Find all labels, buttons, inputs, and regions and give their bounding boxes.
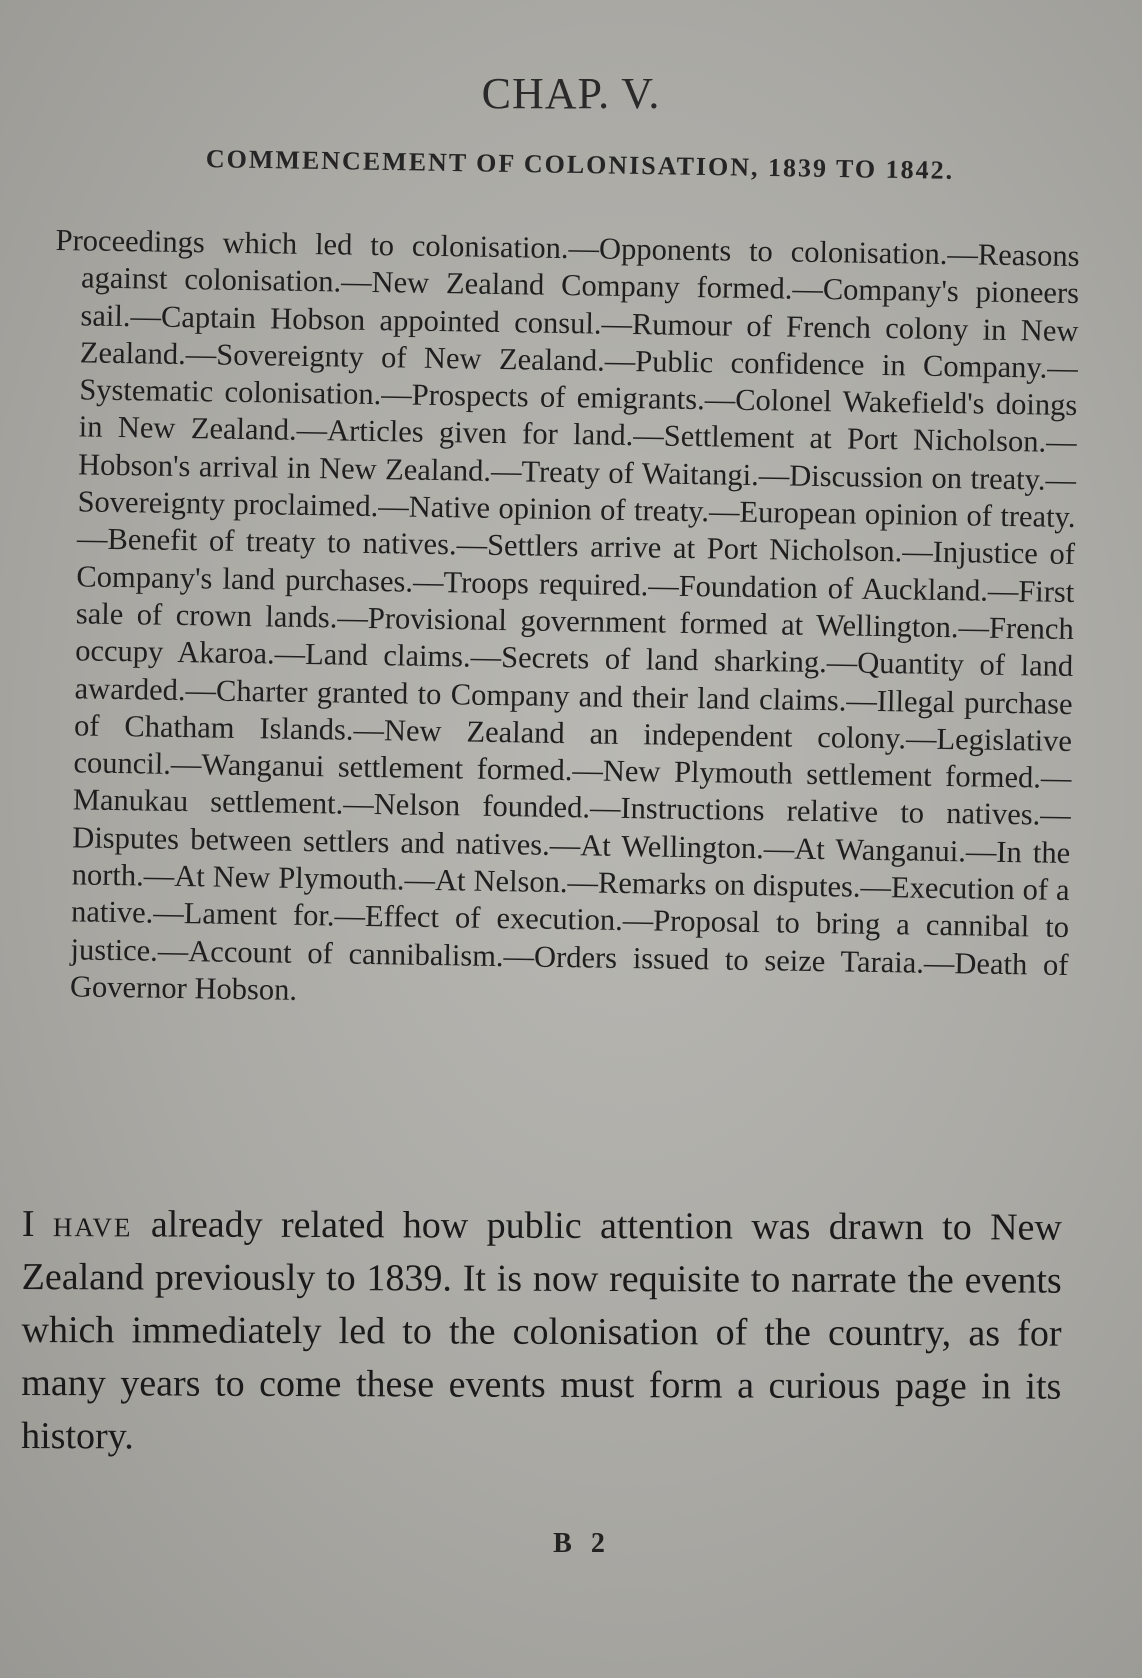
body-paragraph — [21, 1198, 1062, 1467]
chapter-synopsis — [44, 222, 1080, 1021]
opening-word: I — [21, 1203, 35, 1246]
opening-smallcaps: have — [52, 1203, 133, 1246]
synopsis-text: Proceedings which led to colonisation.—Opponents to colonisation.—Reasons against colonisation.—New Zealand Company formed.—Company's pioneers sail.—Captain Hobson appointed consul.—Rumour of French colony in New Zealand.—Sovereignty of New Zealand.—Public confidence in Company.—Systematic colonisation.—Prospects of emigrants.—Colonel Wakefield's doings in New Zealand.—Articles given for land.—Settlement at Port Nicholson.—Hobson's arrival in New Zealand.—Treaty of Waitangi.—Discussion on treaty.—Sovereignty proclaimed.—Native opinion of treaty.—European opinion of treaty.—Benefit of treaty to natives.—Settlers arrive at Port Nicholson.—Injustice of Company's land purchases.—Troops required.—Foundation of Auckland.—First sale of crown lands.—Provisional government formed at Wellington.—French occupy Akaroa.—Land claims.—Secrets of land sharking.—Quantity of land awarded.—Charter granted to Company and their land claims.—Illegal purchase of Chatham Islands.—New Zealand an independent colony.—Legislative council.—Wanganui settlement formed.—New Plymouth settlement formed.—Manukau settlement.—Nelson founded.—Instructions relative to natives.—Disputes between settlers and natives.—At Wellington.—At Wanganui.—In the north.—At New Plymouth.—At Nelson.—Remarks on disputes.—Execution of a native.—Lament for.—Effect of execution.—Proposal to bring a cannibal to justice.—Account of cannibalism.—Orders issued to seize Taraia.—Death of Governor Hobson. — [55, 222, 1080, 1007]
chapter-subtitle: COMMENCEMENT OF COLONISATION, 1839 TO 1842. — [205, 144, 955, 185]
body-text: already related how public attention was drawn to New Zealand previously to 1839. It is now requisite to narrate the events which immediately led to the colonisation of the country, as for many years to come these events must form a curious page in its history. — [21, 1203, 1062, 1458]
signature-mark: B 2 — [553, 1528, 611, 1559]
chapter-heading: CHAP. V. — [481, 69, 661, 118]
